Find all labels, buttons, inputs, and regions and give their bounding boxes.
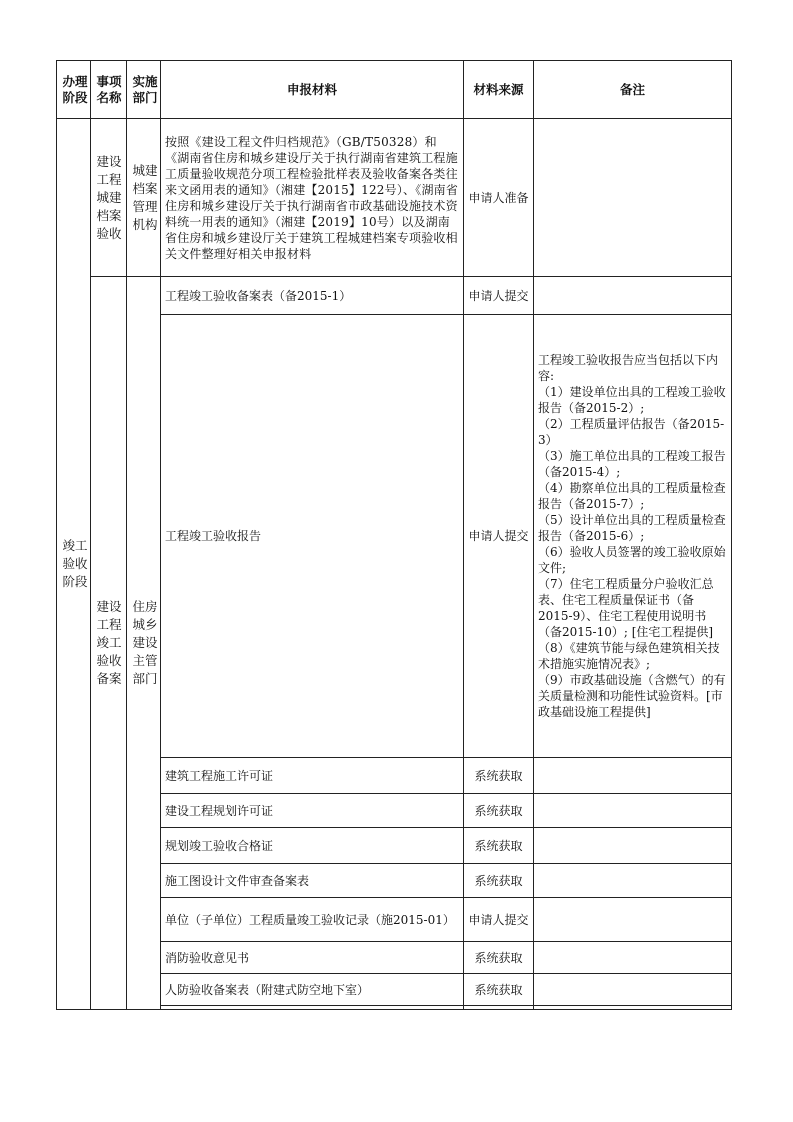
source-cell: 申请人提交 xyxy=(464,315,534,758)
header-source: 材料来源 xyxy=(464,61,534,119)
header-item: 事项名称 xyxy=(91,61,127,119)
table-row xyxy=(57,277,732,315)
source-cell: 系统获取 xyxy=(464,828,534,864)
remark-cell xyxy=(534,898,732,942)
remark-cell xyxy=(534,277,732,315)
header-dept: 实施部门 xyxy=(127,61,161,119)
spacer-cell xyxy=(534,1006,732,1010)
remark-line: （3）施工单位出具的工程竣工报告（备2015-4）; xyxy=(538,449,726,479)
remark-cell xyxy=(534,942,732,974)
material-cell: 工程竣工验收备案表（备2015-1） xyxy=(161,277,464,315)
spacer-cell xyxy=(161,1006,464,1010)
header-remarks: 备注 xyxy=(534,61,732,119)
material-cell: 施工图设计文件审查备案表 xyxy=(161,864,464,898)
source-cell: 申请人准备 xyxy=(464,119,534,277)
dept-cell: 城建档案管理机构 xyxy=(127,119,161,277)
spacer-cell xyxy=(464,1006,534,1010)
source-cell: 系统获取 xyxy=(464,942,534,974)
source-cell: 系统获取 xyxy=(464,758,534,794)
material-cell: 单位（子单位）工程质量竣工验收记录（施2015-01） xyxy=(161,898,464,942)
remark-cell xyxy=(534,974,732,1006)
remark-line: （9）市政基础设施（含燃气）的有关质量检测和功能性试验资料。[市政基础设施工程提供] xyxy=(538,673,726,719)
dept-cell: 住房城乡建设主管部门 xyxy=(127,277,161,1010)
material-cell: 人防验收备案表（附建式防空地下室） xyxy=(161,974,464,1006)
remark-cell xyxy=(534,119,732,277)
material-cell: 建筑工程施工许可证 xyxy=(161,758,464,794)
remark-line: （7）住宅工程质量分户验收汇总表、住宅工程质量保证书（备 2015-9）、住宅工程使用说明书（备2015-10）; [住宅工程提供] xyxy=(538,577,714,639)
remark-cell xyxy=(534,828,732,864)
remark-cell xyxy=(534,864,732,898)
remark-cell xyxy=(534,794,732,828)
source-cell: 申请人提交 xyxy=(464,898,534,942)
item-name-cell: 建设工程竣工验收备案 xyxy=(91,277,127,1010)
table-row xyxy=(57,119,732,277)
material-cell: 按照《建设工程文件归档规范》（GB/T50328）和《湖南省住房和城乡建设厅关于执行湖南省建筑工程施工质量验收规范分项工程检验批样表及验收备案各类往来文函用表的通知》（湘建【2015】122号）、《湖南省住房和城乡建设厅关于执行湖南省市政基础设施技术资料统一用表的通知》（湘建【2019】10号）以及湖南省住房和城乡建设厅关于建筑工程城建档案专项验收相关文件整理好相关申报材料 xyxy=(161,119,464,277)
remark-cell xyxy=(534,758,732,794)
material-cell: 消防验收意见书 xyxy=(161,942,464,974)
source-cell: 申请人提交 xyxy=(464,277,534,315)
material-cell: 工程竣工验收报告 xyxy=(161,315,464,758)
remark-line: （4）勘察单位出具的工程质量检查报告（备2015-7）; xyxy=(538,481,726,511)
source-cell: 系统获取 xyxy=(464,864,534,898)
remark-line: （1）建设单位出具的工程竣工验收报告（备2015-2）; xyxy=(538,385,726,415)
remark-line: （6）验收人员签署的竣工验收原始文件; xyxy=(538,545,726,575)
remark-line: （5）设计单位出具的工程质量检查报告（备2015-6）; xyxy=(538,513,726,543)
header-row xyxy=(57,61,732,119)
stage-cell: 竣工验收阶段 xyxy=(57,119,91,1010)
item-name-cell: 建设工程城建档案验收 xyxy=(91,119,127,277)
source-cell: 系统获取 xyxy=(464,794,534,828)
remark-line: （8）《建筑节能与绿色建筑相关技术措施实施情况表》; xyxy=(538,641,720,671)
approval-materials-table xyxy=(56,60,732,1010)
source-cell: 系统获取 xyxy=(464,974,534,1006)
remark-cell xyxy=(534,315,732,758)
material-cell: 建设工程规划许可证 xyxy=(161,794,464,828)
material-cell: 规划竣工验收合格证 xyxy=(161,828,464,864)
header-stage: 办理阶段 xyxy=(57,61,91,119)
header-materials: 申报材料 xyxy=(161,61,464,119)
remark-line: （2）工程质量评估报告（备2015-3） xyxy=(538,417,725,447)
remark-line: 工程竣工验收报告应当包括以下内容: xyxy=(538,353,719,383)
